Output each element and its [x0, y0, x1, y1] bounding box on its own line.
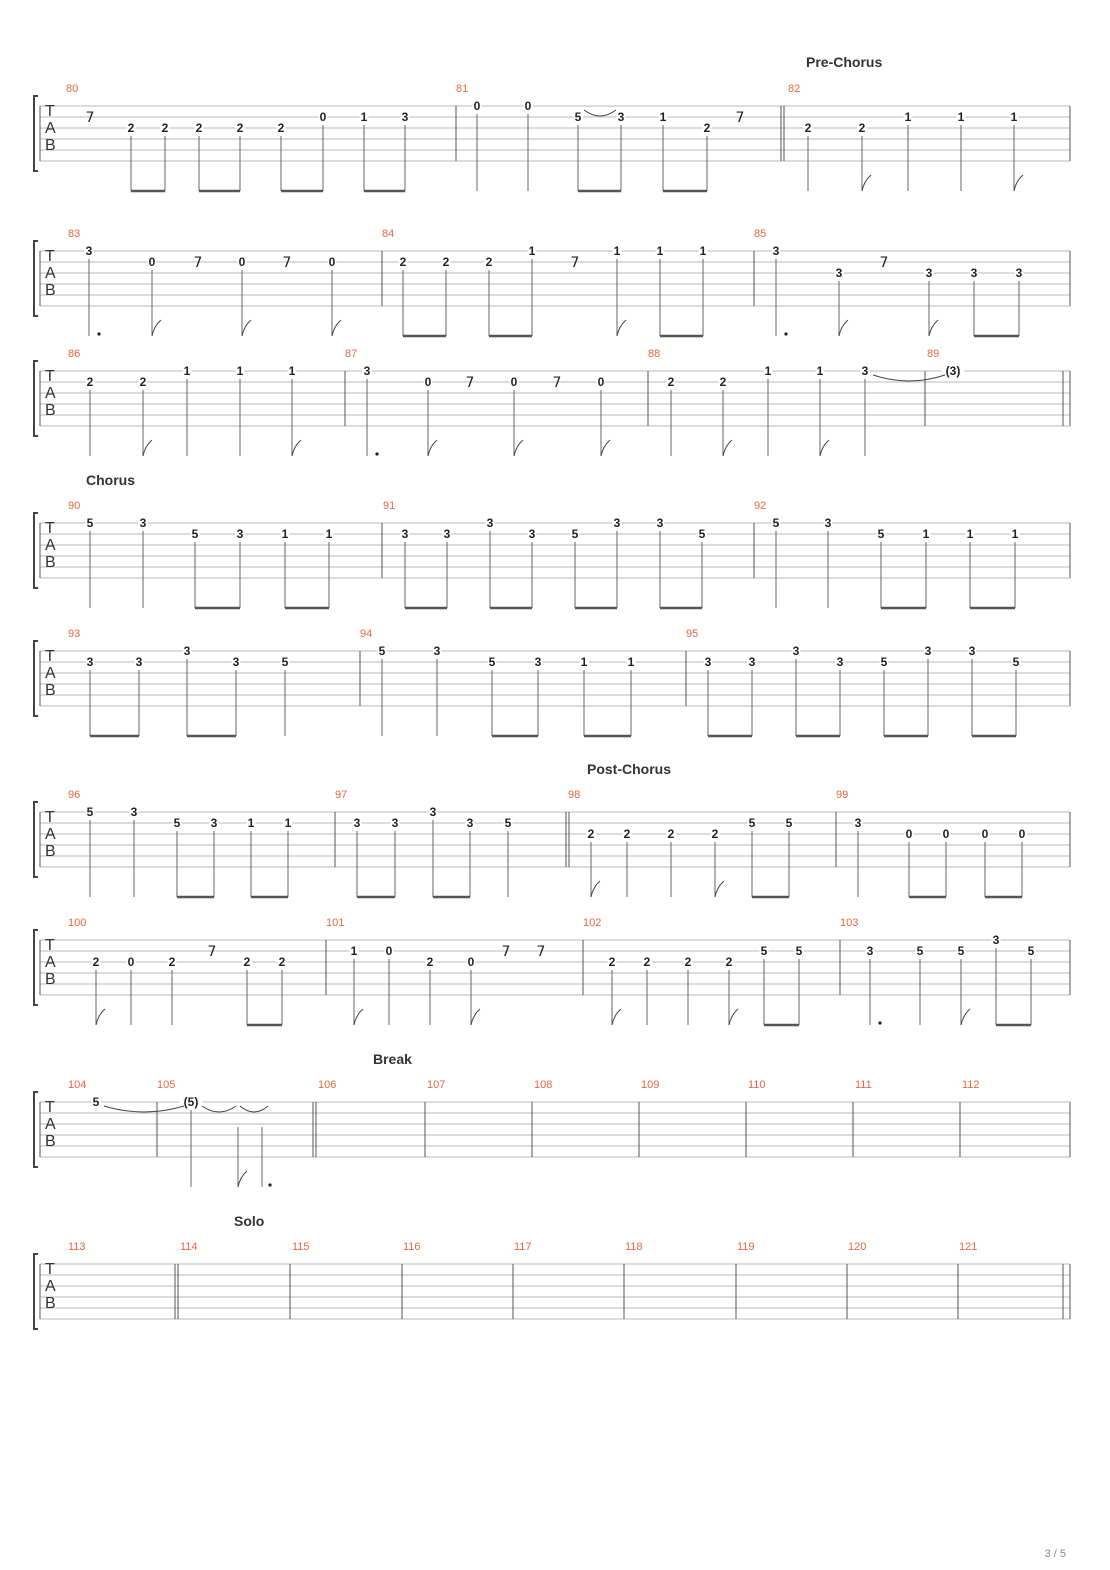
measure-number: 104	[68, 1079, 87, 1091]
fret-number: 3	[139, 516, 147, 530]
note-flag	[591, 881, 600, 897]
fret-number: 2	[236, 121, 244, 135]
fret-number: 0	[328, 255, 336, 269]
fret-number: 5	[957, 944, 965, 958]
fret-number: 2	[161, 121, 169, 135]
fret-number: 5	[571, 527, 579, 541]
measure-number: 108	[534, 1079, 553, 1091]
fret-number: 3	[854, 816, 862, 830]
measure-number: 84	[382, 228, 395, 240]
system-brace	[34, 1092, 38, 1167]
system-brace	[34, 930, 38, 1005]
augmentation-dot	[268, 1183, 271, 1186]
measure-number: 101	[326, 917, 345, 929]
fret-number: 2	[127, 121, 135, 135]
tab-clef-letter: A	[45, 120, 56, 137]
fret-number: 0	[473, 99, 481, 113]
tab-clef-letter: B	[45, 282, 56, 299]
fret-number: 2	[92, 955, 100, 969]
fret-number: 3	[824, 516, 832, 530]
fret-number: 5	[748, 816, 756, 830]
system-brace	[34, 361, 38, 436]
system-brace	[34, 96, 38, 171]
measure-number: 83	[68, 228, 81, 240]
measure-number: 87	[345, 348, 358, 360]
fret-number: 5	[1012, 655, 1020, 669]
fret-number: 3	[836, 655, 844, 669]
fret-number: 1	[528, 244, 536, 258]
note-flag	[862, 175, 871, 191]
measure-number: 107	[427, 1079, 446, 1091]
fret-number: 3	[466, 816, 474, 830]
tab-clef-letter: A	[45, 826, 56, 843]
note-flag	[612, 1009, 621, 1025]
measure-number: 91	[383, 500, 396, 512]
fret-number: 5	[86, 516, 94, 530]
fret-number: 2	[426, 955, 434, 969]
measure-number: 117	[514, 1241, 532, 1253]
eighth-rest: 7	[465, 375, 475, 391]
fret-number: 2	[643, 955, 651, 969]
measure-number: 102	[583, 917, 602, 929]
fret-number: 3	[135, 655, 143, 669]
note-flag	[929, 320, 938, 336]
note-flag	[723, 440, 732, 456]
fret-number: 5	[173, 816, 181, 830]
tab-clef-letter: B	[45, 137, 56, 154]
fret-number: 5	[785, 816, 793, 830]
fret-number: 0	[942, 827, 950, 841]
fret-number: 3	[924, 644, 932, 658]
fret-number: 5	[92, 1095, 100, 1109]
fret-number: 2	[277, 121, 285, 135]
section-label: Break	[373, 1051, 412, 1067]
measure-number: 115	[292, 1241, 310, 1253]
measure-number: 99	[836, 789, 849, 801]
tie-arc	[104, 1106, 184, 1112]
eighth-rest: 7	[207, 944, 217, 960]
fret-number: 0	[385, 944, 393, 958]
fret-number: 3	[130, 805, 138, 819]
fret-number: 0	[424, 375, 432, 389]
tie-arc	[240, 1106, 268, 1112]
fret-number: 2	[711, 827, 719, 841]
fret-number: 3	[835, 266, 843, 280]
fret-number: 3	[528, 527, 536, 541]
fret-number: 1	[281, 527, 289, 541]
fret-number: 0	[597, 375, 605, 389]
tab-clef-letter: B	[45, 1295, 56, 1312]
fret-number: 1	[360, 110, 368, 124]
tab-clef-letter: B	[45, 843, 56, 860]
fret-number: 1	[764, 364, 772, 378]
eighth-rest: 7	[735, 110, 745, 126]
measure-number: 119	[737, 1241, 755, 1253]
fret-number: 3	[353, 816, 361, 830]
fret-number: 3	[970, 266, 978, 280]
fret-number: 1	[325, 527, 333, 541]
note-flag	[729, 1009, 738, 1025]
tab-clef-letter: T	[45, 520, 55, 537]
fret-number: 5	[760, 944, 768, 958]
fret-number: 2	[243, 955, 251, 969]
tab-clef-letter: T	[45, 1261, 55, 1278]
fret-number: 1	[627, 655, 635, 669]
tab-clef-letter: B	[45, 402, 56, 419]
measure-number: 80	[66, 83, 79, 95]
fret-number: 1	[284, 816, 292, 830]
augmentation-dot	[375, 452, 378, 455]
measure-number: 81	[456, 83, 469, 95]
eighth-rest: 7	[193, 255, 203, 271]
augmentation-dot	[784, 332, 787, 335]
note-flag	[354, 1009, 363, 1025]
measure-number: 98	[568, 789, 581, 801]
measure-number: 105	[157, 1079, 176, 1091]
tie-arc	[584, 110, 616, 116]
note-flag	[238, 1171, 247, 1187]
fret-number: 3	[925, 266, 933, 280]
fret-number: 2	[623, 827, 631, 841]
system-brace	[34, 513, 38, 588]
fret-number: 2	[719, 375, 727, 389]
fret-number: 3	[792, 644, 800, 658]
fret-number: 5	[880, 655, 888, 669]
fret-number: 1	[580, 655, 588, 669]
section-label: Chorus	[86, 472, 135, 488]
fret-number: 3	[391, 816, 399, 830]
tie-arc	[873, 375, 945, 381]
fret-number: 3	[704, 655, 712, 669]
fret-number: 1	[1011, 527, 1019, 541]
fret-number: 0	[467, 955, 475, 969]
fret-number: 1	[904, 110, 912, 124]
tab-clef-letter: A	[45, 954, 56, 971]
fret-number: 1	[922, 527, 930, 541]
fret-number: 2	[684, 955, 692, 969]
measure-number: 94	[360, 628, 373, 640]
tab-clef-letter: B	[45, 554, 56, 571]
fret-number: (3)	[945, 364, 961, 378]
fret-number: 3	[183, 644, 191, 658]
note-flag	[471, 1009, 480, 1025]
fret-number: 3	[401, 110, 409, 124]
note-flag	[332, 320, 341, 336]
fret-number: 1	[659, 110, 667, 124]
tab-clef-letter: A	[45, 1278, 56, 1295]
fret-number: 1	[236, 364, 244, 378]
note-flag	[143, 440, 152, 456]
fret-number: 1	[656, 244, 664, 258]
measure-number: 86	[68, 348, 81, 360]
fret-number: 5	[698, 527, 706, 541]
system-brace	[34, 802, 38, 877]
fret-number: 2	[667, 827, 675, 841]
fret-number: 5	[795, 944, 803, 958]
note-flag	[820, 440, 829, 456]
fret-number: 0	[1018, 827, 1026, 841]
fret-number: 0	[510, 375, 518, 389]
fret-number: 3	[85, 244, 93, 258]
fret-number: 2	[168, 955, 176, 969]
fret-number: 2	[667, 375, 675, 389]
fret-number: 2	[485, 255, 493, 269]
measure-number: 85	[754, 228, 767, 240]
note-flag	[961, 1009, 970, 1025]
fret-number: 3	[236, 527, 244, 541]
fret-number: 5	[378, 644, 386, 658]
fret-number: (5)	[183, 1095, 199, 1109]
measure-number: 113	[68, 1241, 86, 1253]
augmentation-dot	[97, 332, 100, 335]
fret-number: 5	[191, 527, 199, 541]
eighth-rest: 7	[879, 255, 889, 271]
fret-number: 3	[429, 805, 437, 819]
fret-number: 3	[86, 655, 94, 669]
measure-number: 109	[641, 1079, 660, 1091]
fret-number: 0	[905, 827, 913, 841]
fret-number: 1	[183, 364, 191, 378]
measure-number: 110	[748, 1079, 766, 1091]
system-brace	[34, 1254, 38, 1329]
fret-number: 5	[574, 110, 582, 124]
fret-number: 0	[319, 110, 327, 124]
tab-clef-letter: A	[45, 537, 56, 554]
system-brace	[34, 641, 38, 716]
note-flag	[617, 320, 626, 336]
measure-number: 82	[788, 83, 801, 95]
fret-number: 5	[772, 516, 780, 530]
fret-number: 2	[86, 375, 94, 389]
measure-number: 112	[962, 1079, 980, 1091]
fret-number: 1	[350, 944, 358, 958]
fret-number: 0	[238, 255, 246, 269]
fret-number: 2	[608, 955, 616, 969]
tab-clef-letter: T	[45, 103, 55, 120]
tab-clef-letter: A	[45, 385, 56, 402]
tab-clef-letter: T	[45, 937, 55, 954]
fret-number: 3	[210, 816, 218, 830]
fret-number: 2	[442, 255, 450, 269]
fret-number: 1	[1010, 110, 1018, 124]
tab-clef-letter: T	[45, 1099, 55, 1116]
fret-number: 1	[699, 244, 707, 258]
fret-number: 5	[488, 655, 496, 669]
fret-number: 2	[278, 955, 286, 969]
tab-clef-letter: B	[45, 1133, 56, 1150]
fret-number: 3	[613, 516, 621, 530]
fret-number: 3	[866, 944, 874, 958]
fret-number: 5	[281, 655, 289, 669]
fret-number: 2	[804, 121, 812, 135]
section-label: Solo	[234, 1213, 265, 1229]
note-flag	[1014, 175, 1023, 191]
tab-clef-letter: A	[45, 665, 56, 682]
note-flag	[292, 440, 301, 456]
fret-number: 0	[981, 827, 989, 841]
tab-clef-letter: A	[45, 265, 56, 282]
tie-arc	[202, 1106, 236, 1112]
measure-number: 93	[68, 628, 81, 640]
tab-clef-letter: T	[45, 248, 55, 265]
measure-number: 111	[855, 1079, 872, 1091]
measure-number: 88	[648, 348, 661, 360]
note-flag	[152, 320, 161, 336]
fret-number: 3	[232, 655, 240, 669]
note-flag	[428, 440, 437, 456]
eighth-rest: 7	[501, 944, 511, 960]
fret-number: 3	[486, 516, 494, 530]
note-flag	[514, 440, 523, 456]
augmentation-dot	[878, 1021, 881, 1024]
fret-number: 1	[816, 364, 824, 378]
fret-number: 1	[247, 816, 255, 830]
tab-clef-letter: A	[45, 1116, 56, 1133]
fret-number: 3	[534, 655, 542, 669]
measure-number: 96	[68, 789, 81, 801]
eighth-rest: 7	[536, 944, 546, 960]
fret-number: 0	[127, 955, 135, 969]
measure-number: 90	[68, 500, 81, 512]
fret-number: 2	[725, 955, 733, 969]
fret-number: 5	[504, 816, 512, 830]
fret-number: 3	[1015, 266, 1023, 280]
tab-clef-letter: T	[45, 809, 55, 826]
fret-number: 2	[195, 121, 203, 135]
measure-number: 92	[754, 500, 767, 512]
tab-clef-letter: B	[45, 971, 56, 988]
fret-number: 3	[748, 655, 756, 669]
eighth-rest: 7	[85, 110, 95, 126]
fret-number: 3	[443, 527, 451, 541]
measure-number: 106	[318, 1079, 337, 1091]
system-brace	[34, 241, 38, 316]
fret-number: 3	[861, 364, 869, 378]
fret-number: 5	[1027, 944, 1035, 958]
measure-number: 118	[625, 1241, 643, 1253]
section-label: Post-Chorus	[587, 761, 671, 777]
fret-number: 1	[957, 110, 965, 124]
fret-number: 2	[703, 121, 711, 135]
fret-number: 0	[524, 99, 532, 113]
note-flag	[96, 1009, 105, 1025]
tab-clef-letter: B	[45, 682, 56, 699]
fret-number: 3	[772, 244, 780, 258]
fret-number: 3	[968, 644, 976, 658]
measure-number: 95	[686, 628, 699, 640]
page-number: 3 / 5	[1044, 1548, 1066, 1560]
fret-number: 5	[877, 527, 885, 541]
note-flag	[242, 320, 251, 336]
fret-number: 1	[966, 527, 974, 541]
fret-number: 2	[139, 375, 147, 389]
measure-number: 97	[335, 789, 348, 801]
fret-number: 5	[916, 944, 924, 958]
note-flag	[839, 320, 848, 336]
fret-number: 2	[399, 255, 407, 269]
tab-clef-letter: T	[45, 648, 55, 665]
fret-number: 3	[656, 516, 664, 530]
eighth-rest: 7	[552, 375, 562, 391]
measure-number: 114	[180, 1241, 198, 1253]
fret-number: 0	[148, 255, 156, 269]
measure-number: 116	[403, 1241, 421, 1253]
note-flag	[715, 881, 724, 897]
fret-number: 1	[288, 364, 296, 378]
fret-number: 1	[613, 244, 621, 258]
tab-clef-letter: T	[45, 368, 55, 385]
measure-number: 120	[848, 1241, 867, 1253]
section-label: Pre-Chorus	[806, 54, 883, 70]
fret-number: 3	[363, 364, 371, 378]
measure-number: 89	[927, 348, 940, 360]
fret-number: 2	[587, 827, 595, 841]
fret-number: 3	[433, 644, 441, 658]
eighth-rest: 7	[282, 255, 292, 271]
measure-number: 103	[840, 917, 859, 929]
note-flag	[601, 440, 610, 456]
measure-number: 100	[68, 917, 87, 929]
measure-number: 121	[959, 1241, 978, 1253]
fret-number: 3	[401, 527, 409, 541]
fret-number: 5	[86, 805, 94, 819]
fret-number: 3	[992, 933, 1000, 947]
fret-number: 2	[858, 121, 866, 135]
eighth-rest: 7	[570, 255, 580, 271]
fret-number: 3	[617, 110, 625, 124]
